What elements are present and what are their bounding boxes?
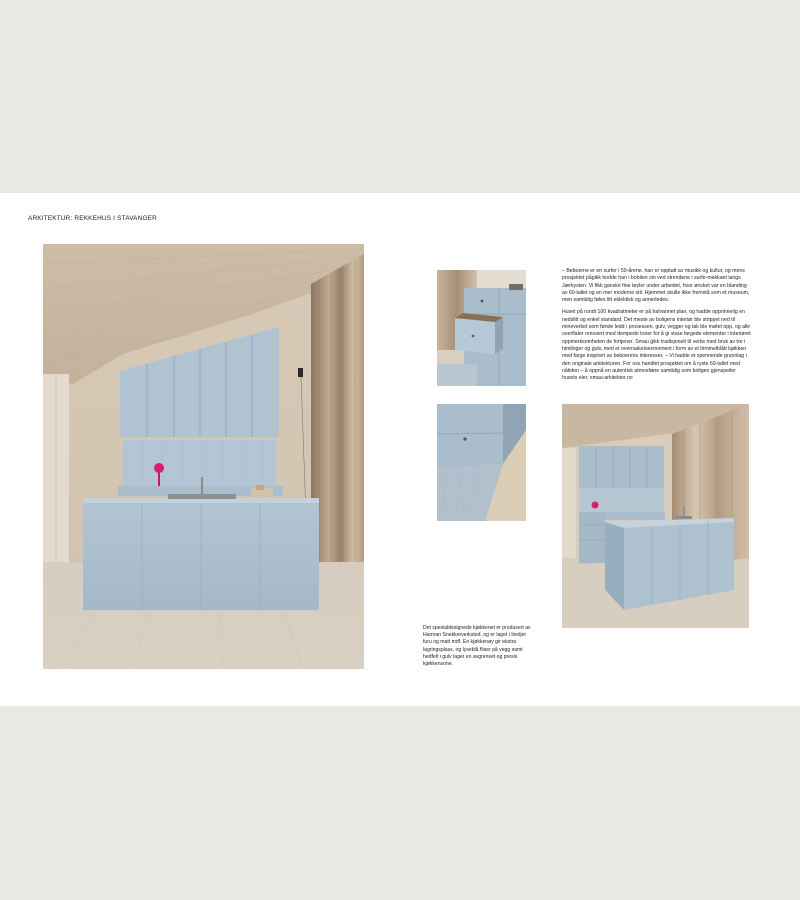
photo-caption: Det spesialdesignede kjøkkenet er produsert av Hamran Snekkerverksted, og er laget i linoljet furu og matt mdf. En kjøkkenøy gir ekstra lagringsplass, og lyseblå fliser på vegg samt hedfelt i gulv lager en avgrenset og presis kjøkkensone. (423, 625, 531, 668)
paragraph-2: Huset på rundt 100 kvadratmeter er på halvannet plan, og hadde opprinnelig en nedslitt og enkel standard. Det meste av boligens interiør ble strippet ned til mineverket som første ledd i prosessen, gulv, vegger og tak ble møtet opp, og alle overflater renovert med dempede toner for å gi visse fargede elementer i interiøret oppmerksomheten de fortjener. Smau gikk tradisjonelt til verks med bruk av tre i himlinger og gulv, med et overraskelsesmoment i form av et himmelblått kjøkken med farge inspirert av beboerens interesser. – Vi hadde et spennende grunnlag i den originale arkitekturen. For oss handlet prosjektet om å ryste 60-tallet med nåtiden – å oppnå en autentisk atmosfære samtidig som boligen gjenspeiler husets eier, smau-arkitekter.no (562, 309, 751, 382)
section-header: ARKITEKTUR: REKKEHUS I STAVANGER (28, 215, 157, 222)
paragraph-1: – Beboerne er en surfer i 50-årene. han er opptatt av musikk og kultur, og mens prosjektet pågikk bodde han i bobilen sin ved strendene i surfe-mekkaet langs Jærkysten. Vi fikk ganske fine tøyler under arbeidet, hvor ønsket var en blanding av 60-tallet og en mer moderne stil. Hjemmet skulle ikke fremstå som et museum, men samtidig føles litt eklektisk og annerledes. (562, 268, 750, 304)
island-kitchen-photo (562, 404, 749, 628)
article-text (562, 268, 752, 382)
magazine-spread (0, 193, 800, 706)
cabinet-detail-photo (437, 404, 526, 521)
open-drawer-photo (437, 270, 526, 386)
main-kitchen-photo (43, 244, 364, 669)
